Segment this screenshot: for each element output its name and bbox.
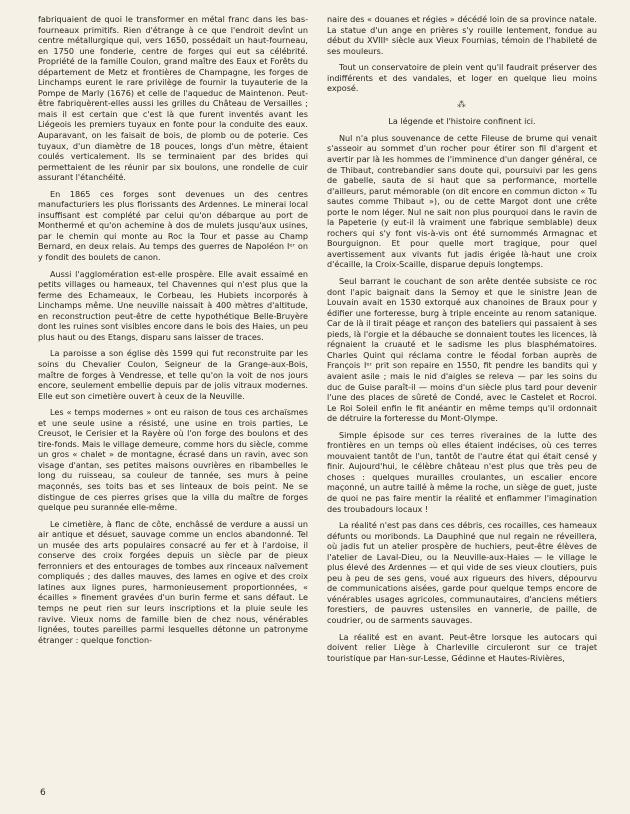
paragraph: La réalité n'est pas dans ces débris, ces rocailles, ces hameaux défunts ou moribonds. La Dauphiné que nul regain ne réveillera, où jadis fut un atelier prospère de huchiers, peut-être élèves de l'atelier de Laval-Dieu, ou la Neuville-aux-Haies — le village le plus élevé des Ardennes — et qui vide de ses vieux cloutiers, puis peu à peu de ses gens, voué aux rigueurs des hivers, dépourvu de communications aisées, garde pour quelque temps encore de vénérables usages agricoles, communautaires, d'anciens métiers forestiers, de pauvres ustensiles en vannerie, de paille, de coudrier, ou de sarments sauvages. xyxy=(327,520,597,625)
paragraph: Aussi l'agglomération est-elle prospère. Elle avait essaimé en petits villages ou hameaux, tel Chavennes qui n'est plus que la ferme des Echameaux, le Corbeau, les Hubiets incorporés à Linchamps même. Une neuville naissait à 400 mètres d'altitude, en reconstruction peut-être de cette hypothétique Belle-Bruyère dont les ruines sont visibles encore dans le bois des Haies, un peu plus haut ou des Etangs, disparu sans laisser de traces. xyxy=(38,268,308,342)
paragraph: Le cimetière, à flanc de côte, enchâssé de verdure a aussi un air antique et désuet, sauvage comme un enclos abandonné. Tel un musée des arts populaires consacré au fer et à l'ardoise, il conserve des croix forgées depuis un siècle par de pieux ferronniers et des entourages de tombes aux rinceaux naïvement compliqués ; des dalles mauves, des lames en ogive et des croix latines aux lignes pures, harmonieusement proportionnées, « écailles » finement gravées d'un burin ferme et sans défaut. Le temps ne peut rien sur leurs inscriptions et la pluie seule les ravive. Vieux noms de famille bien de chez nous, vénérables lignées, toutes pareilles parmi lesquelles détonne un patronyme étranger : quelque fonction- xyxy=(38,518,308,645)
section-ornament: ⁂ xyxy=(457,99,467,110)
paragraph: Seul barrant le couchant de son arête dentée subsiste ce roc dont l'apic baignait dans la Semoy et que le sinistre Jean de Louvain avait en 1530 extorqué aux chanoines de Braux pour y édifier une forteresse, burg à triple enceinte au renom satanique. Car de là il tirait péage et rançon des bateliers qui passaient à ses pieds, là l'orgie et la débauche se donnaient toutes les licences, là régnaient la cruauté et le sadisme les plus blasphématoires. Charles Quint qui réclama contre le féodal forban auprès de François Iᵉʳ prit son repaire en 1550, fit pendre les bandits qui y avaient asile ; mais le nid d'aigles se releva — par les soins du duc de Guise paraît-il — moins d'un siècle plus tard pour devenir l'une des places de sûreté de Condé, avec le Castelet et Rocroi. Le Roi Soleil enfin le fit anéantir en même temps qu'il ordonnait de détruire la forteresse du Mont-Olympe. xyxy=(327,276,597,424)
paragraph: La paroisse a son église dès 1599 qui fut reconstruite par les soins du Chevalier Coulon, Seigneur de la Grange-aux-Bois, maître de forges à Vendresse, et telle qu'on la voit de nos jours encore, seulement embellie depuis par de jolis vitraux modernes. Elle eut son cimetière ouvert à ceux de la Neuville. xyxy=(38,348,308,401)
paragraph: En 1865 ces forges sont devenues un des centres manufacturiers les plus florissants des Ardennes. Le minerai local insuffisant est complété par celui qu'on débarque au port de Monthermé et qu'on achemine à dos de mulets jusqu'aux usines, par le chemin qui monte au Roc la Tour et passe au Champ Bernard, en deux relais. Au temps des guerres de Napoléon Iᵉʳ on y fondit des boulets de canon. xyxy=(38,188,308,263)
paragraph: naire des « douanes et régies » décédé loin de sa province natale. La statue d'un ange en prières s'y rouille lentement, fondue au début du XVIIIᵉ siècle aux Vieux Fournias, témoin de l'habileté de ses mouleurs. xyxy=(327,14,597,56)
paragraph: La réalité est en avant. Peut-être lorsque les autocars qui doivent relier Liège à Charleville circuleront sur ce trajet touristique par Han-sur-Lesse, Gédinne et Hautes-Rivières, xyxy=(327,631,597,663)
paragraph: fabriquaient de quoi le transformer en métal franc dans les bas-fourneaux primitifs. Rien d'étrange à ce que l'endroit devînt un centre métallurgique qui, vers 1650, possédait un haut-fourneau, en 1750 une fonderie, centre de forges qui eut sa célébrité. Propriété de la famille Coulon, grand maître des Eaux et Forêts du département de Metz et frontières de Champagne, les forges de Linchamps eurent le rare privilège de fournir la tuyauterie de la Pompe de Marly (1676) et celle de l'aqueduc de Maintenon. Peut-être fabriquèrent-elles aussi les grilles du Château de Versailles ; mais il est certain que c'est là que furent inventés avant les Liégeois les premiers tuyaux en fonte pour la conduite des eaux. Auparavant, on les faisait de bois, de plomb ou de poterie. Ces tuyaux, d'un diamètre de 18 pouces, longs d'un mètre, étaient coulés verticalement. Ils se terminaient par des brides qui permettaient de les réunir par six boulons, une rondelle de cuir assurant l'étanchéité. xyxy=(38,14,308,183)
section-heading: La légende et l'histoire confinent ici. xyxy=(388,116,536,127)
paragraph: Nul n'a plus souvenance de cette Fileuse de brume qui venait s'asseoir au sommet d'un rocher pour étirer son fil d'argent et avertir par là les hommes de l'imminence d'un danger général, ce de Thibaut, contrebandier sans doute qui, poursuivi par les gens de gabelle, sauta de si haut que sa performance, mortelle d'ailleurs, parut mémorable (on dit encore en commun dicton « Tu sautes comme Thibaut »), ou de cette Margot dont une crête porte le nom léger. Nul ne sait non plus pourquoi dans le ravin de la Papeterie (y eut-il là vraiment une fabrique semblable) deux rochers qui s'y font vis-à-vis ont été surnommés Armagnac et Bourguignon. Et pour quelle mort tragique, pour quel avertissement aux vivants fut jadis érigée là-haut une croix d'écaille, la Croix-Scaille, disparue depuis longtemps. xyxy=(327,132,597,270)
page-number: 6 xyxy=(40,788,46,798)
paragraph: Les « temps modernes » ont eu raison de tous ces archaïsmes et une seule usine a résisté, une usine en trois parties, Le Creusot, le Cerisier et la Rayère où l'on forge des boulons et des tire-fonds. Mais le village demeure, comme hors du siècle, comme un gros « chalet » de montagne, écrasé dans un ravin, avec son visage d'antan, ses petites maisons ouvrières en ribambelles le long du ruisseau, sa couleur de tannée, ses murs à peine maçonnés, ses toits bas et ses linteaux de bois peint. Ne se distingue de ces pierres grises que la villa du maître de forges quelque peu surannée elle-même. xyxy=(38,407,308,513)
paragraph: Tout un conservatoire de plein vent qu'il faudrait préserver des indifférents et des vandales, et loger en quelque lieu moins exposé. xyxy=(327,62,597,94)
right-column xyxy=(327,14,597,669)
paragraph: Simple épisode sur ces terres riveraines de la lutte des frontières en un temps où elles étaient indécises, où ces terres mouvaient tantôt de l'un, tantôt de l'autre état qui était censé y finir. Aujourd'hui, le célèbre château n'est plus que très peu de choses : quelques murailles croulantes, un escalier encore maçonné, un autre taillé à même la roche, un siège de guet, juste de quoi ne pas faire mentir la réalité et enflammer l'imagination des troubadours locaux ! xyxy=(327,429,597,514)
left-column xyxy=(38,14,308,651)
